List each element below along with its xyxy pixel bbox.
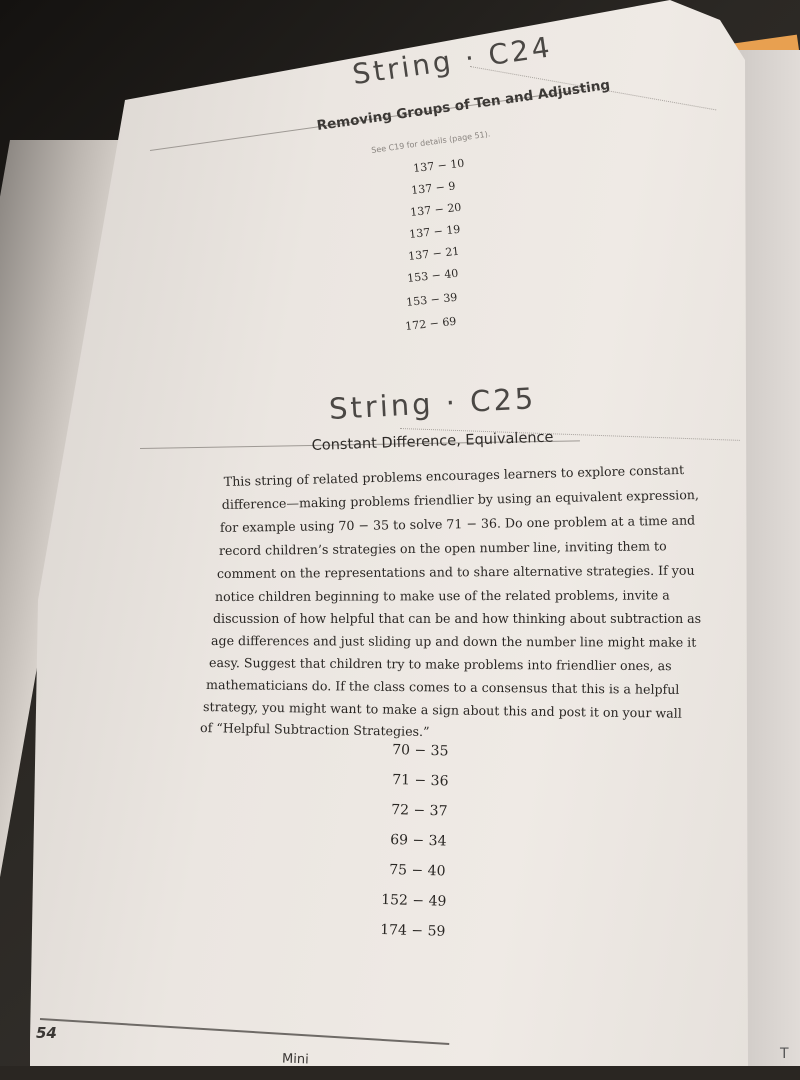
c24-problem: 137 − 21 — [407, 244, 460, 263]
paragraph-line: record children’s strategies on the open number line, inviting them to — [218, 538, 667, 558]
c25-problem: 71 − 36 — [392, 772, 449, 790]
c25-subtitle: Constant Difference, Equivalence — [311, 429, 554, 454]
c24-problem: 137 − 9 — [410, 179, 456, 197]
c25-heading: String · C25 — [328, 381, 538, 426]
c25-problem: 69 − 34 — [390, 832, 447, 850]
c25-problem: 152 − 49 — [381, 892, 447, 910]
paragraph-line: notice children beginning to make use of the related problems, invite a — [214, 587, 670, 604]
c25-problem: 174 − 59 — [380, 922, 446, 940]
c25-problem: 70 − 35 — [392, 742, 449, 760]
paragraph-line: mathematicians do. If the class comes to a consensus that this is a helpful — [206, 677, 680, 697]
paragraph-line: discussion of how helpful that can be and how thinking about subtraction as — [213, 611, 702, 626]
paragraph-line: comment on the representations and to share alternative strategies. If you — [216, 562, 695, 581]
c24-problem: 137 − 20 — [409, 200, 462, 219]
paragraph-line: of “Helpful Subtraction Strategies.” — [200, 720, 430, 740]
c24-problem: 137 − 10 — [412, 156, 465, 175]
c24-problem: 137 − 19 — [408, 222, 461, 241]
c25-problem: 75 − 40 — [389, 862, 446, 880]
c24-problem: 153 − 40 — [406, 266, 459, 285]
paragraph-line: easy. Suggest that children try to make problems into friendlier ones, as — [209, 655, 672, 674]
paragraph-line: age differences and just sliding up and down the number line might make it — [211, 633, 697, 650]
c24-problem: 153 − 39 — [405, 290, 458, 309]
c24-heading: String · C24 — [350, 30, 555, 91]
c24-note: See C19 for details (page 51). — [370, 129, 491, 155]
paragraph-line: strategy, you might want to make a sign about this and post it on your wall — [203, 699, 682, 721]
footer-running-text: Mini — [281, 1051, 309, 1068]
c24-problem: 172 − 69 — [404, 314, 457, 333]
facing-page-letter: T — [780, 1046, 789, 1062]
paragraph-line: difference—making problems friendlier by using an equivalent expression, — [221, 487, 700, 512]
c24-subtitle: Removing Groups of Ten and Adjusting — [315, 76, 611, 134]
c25-problem: 72 − 37 — [391, 802, 448, 820]
page-number: 54 — [36, 1024, 57, 1042]
paragraph-line: for example using 70 − 35 to solve 71 − 36. Do one problem at a time and — [219, 512, 696, 535]
paragraph-line: This string of related problems encourages learners to explore constant — [223, 461, 685, 489]
